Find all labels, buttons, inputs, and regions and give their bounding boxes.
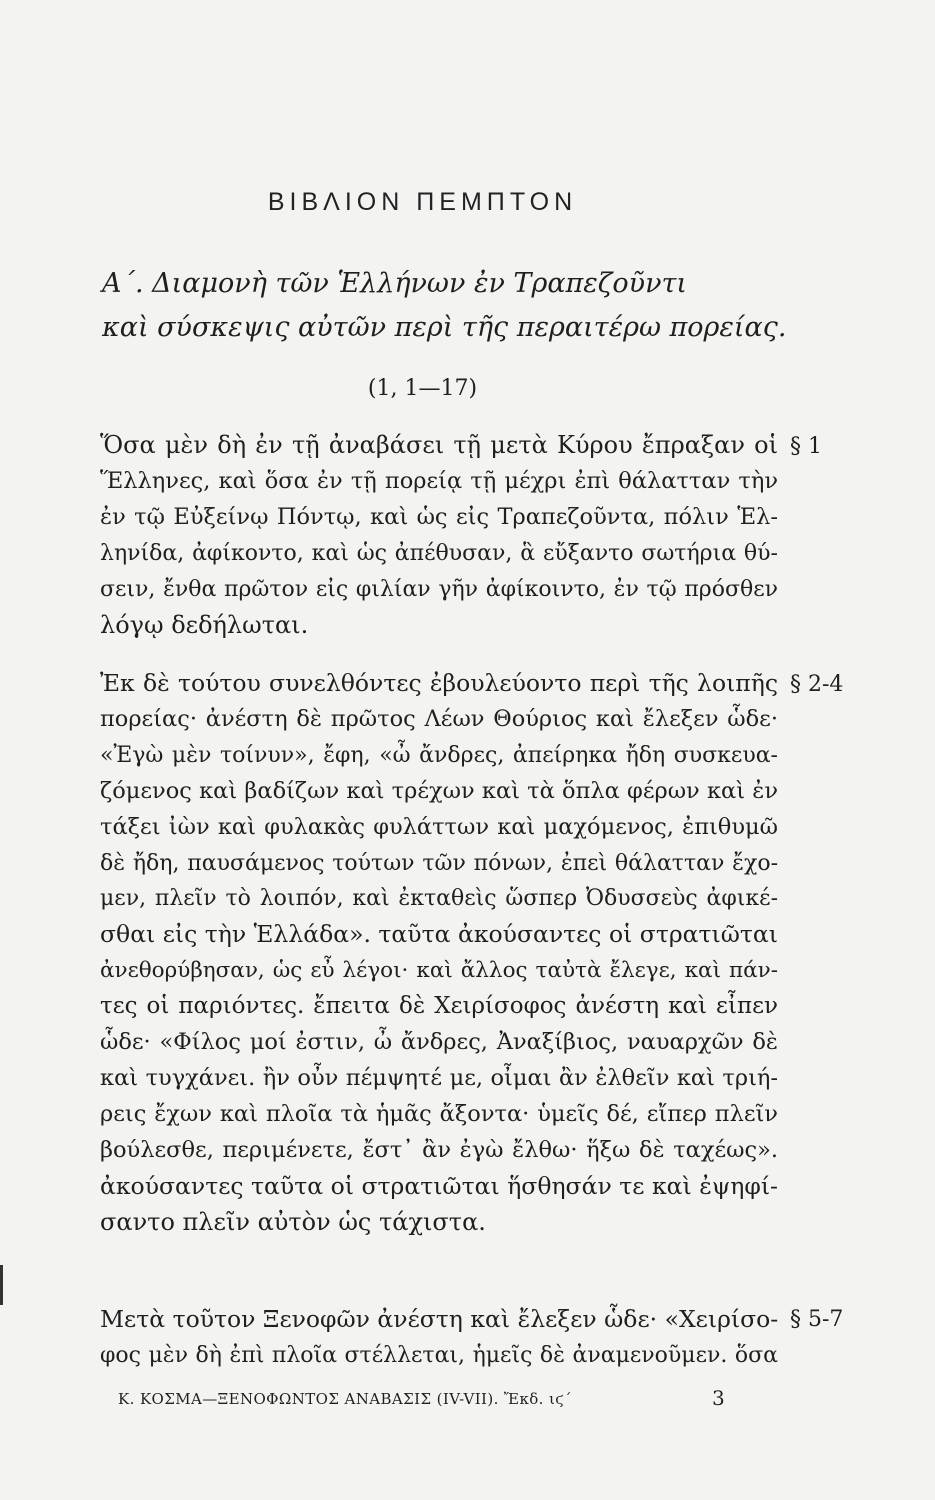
text-line: Ἐκ δὲ τούτου συνελθόντες ἐβουλεύοντο περὶ τῆς λοιπῆς <box>100 669 778 697</box>
text-line: ἀνεθορύβησαν, ὡς εὖ λέγοι· καὶ ἄλλος ταὐτὰ ἔλεγε, καὶ πάν- <box>100 958 778 984</box>
section-mark: § 1 <box>790 434 822 459</box>
text-line: καὶ τυγχάνει. ἢν οὖν πέμψητέ με, οἶμαι ἂν ἐλθεῖν καὶ τριή- <box>100 1064 778 1091</box>
text-line: ἀκούσαντες ταῦτα οἱ στρατιῶται ἥσθησάν τε καὶ ἐψηφί- <box>100 1171 778 1200</box>
page-number: 3 <box>712 1386 725 1410</box>
text-line: ζόμενος καὶ βαδίζων καὶ τρέχων καὶ τὰ ὅπλα φέρων καὶ ἐν <box>100 777 778 804</box>
text-line: ὧδε· «Φίλος μοί ἐστιν, ὦ ἄνδρες, Ἀναξίβιος, ναυαρχῶν δὲ <box>100 1029 778 1056</box>
chapter-heading-line-1: Α΄. Διαμονὴ τῶν Ἑλλήνων ἐν Τραπεζοῦντι <box>102 268 688 299</box>
text-line: τάξει ἰὼν καὶ φυλακὰς φυλάττων καὶ μαχόμενος, ἐπιθυμῶ <box>100 813 778 840</box>
chapter-heading <box>102 262 792 350</box>
text-line: «Ἐγὼ μὲν τοίνυν», ἔφη, «ὦ ἄνδρες, ἀπείρηκα ἤδη συσκευα- <box>100 742 778 768</box>
section-mark: § 2-4 <box>790 672 844 697</box>
text-line: σθαι εἰς τὴν Ἑλλάδα». ταῦτα ἀκούσαντες οἱ στρατιῶται <box>100 920 778 949</box>
text-line: σειν, ἔνθα πρῶτον εἰς φιλίαν γῆν ἀφίκοιντο, ἐν τῷ πρόσθεν <box>100 576 778 602</box>
footer-imprint: Κ. ΚΟΣΜΑ—ΞΕΝΟΦΩΝΤΟΣ ΑΝΑΒΑΣΙΣ (IV-VII). Ἔκδ. ιϛ΄ <box>118 1390 572 1408</box>
book-title: ΒΙΒΛΙΟΝ ΠΕΜΠΤΟΝ <box>267 188 578 216</box>
text-line: ρεις ἔχων καὶ πλοῖα τὰ ἡμᾶς ἄξοντα· ὑμεῖς δέ, εἴπερ πλεῖν <box>100 1100 778 1127</box>
text-line: φος μὲν δὴ ἐπὶ πλοῖα στέλλεται, ἡμεῖς δὲ ἀναμενοῦμεν. ὅσα <box>100 1342 778 1368</box>
text-line: δὲ ἤδη, παυσάμενος τούτων τῶν πόνων, ἐπεὶ θάλατταν ἔχο- <box>100 850 778 876</box>
paragraph <box>100 666 778 1241</box>
paragraph <box>100 1302 778 1374</box>
scan-edge-mark <box>0 1265 3 1305</box>
text-line: Μετὰ τοῦτον Ξενοφῶν ἀνέστη καὶ ἔλεξεν ὧδε· «Χειρίσο- <box>100 1305 779 1333</box>
text-line: ἐν τῷ Εὐξείνῳ Πόντῳ, καὶ ὡς εἰς Τραπεζοῦντα, πόλιν Ἑλ- <box>100 503 778 530</box>
text-line: σαντο πλεῖν αὐτὸν ὡς τάχιστα. <box>100 1207 486 1236</box>
text-line: λόγῳ δεδήλωται. <box>100 610 309 639</box>
passage-reference: (1, 1—17) <box>367 376 478 401</box>
text-line: πορείας· ἀνέστη δὲ πρῶτος Λέων Θούριος καὶ ἔλεξεν ὧδε· <box>100 705 778 732</box>
text-line: Ἕλληνες, καὶ ὅσα ἐν τῇ πορείᾳ τῇ μέχρι ἐπὶ θάλατταν τὴν <box>100 467 778 494</box>
text-line: Ὅσα μὲν δὴ ἐν τῇ ἀναβάσει τῇ μετὰ Κύρου ἔπραξαν οἱ <box>100 431 778 459</box>
paragraph <box>100 428 778 643</box>
text-line: μεν, πλεῖν τὸ λοιπόν, καὶ ἐκταθεὶς ὥσπερ Ὀδυσσεὺς ἀφικέ- <box>100 886 778 912</box>
chapter-heading-line-2: καὶ σύσκεψις αὐτῶν περὶ τῆς περαιτέρω πορείας. <box>102 312 787 343</box>
text-line: τες οἱ παριόντες. ἔπειτα δὲ Χειρίσοφος ἀνέστη καὶ εἶπεν <box>100 993 778 1020</box>
section-mark: § 5-7 <box>790 1307 844 1332</box>
text-line: ληνίδα, ἀφίκοντο, καὶ ὡς ἀπέθυσαν, ἃ εὔξαντο σωτήρια θύ- <box>100 540 778 566</box>
text-line: βούλεσθε, περιμένετε, ἔστ᾽ ἂν ἐγὼ ἔλθω· ἥξω δὲ ταχέως». <box>100 1136 778 1163</box>
